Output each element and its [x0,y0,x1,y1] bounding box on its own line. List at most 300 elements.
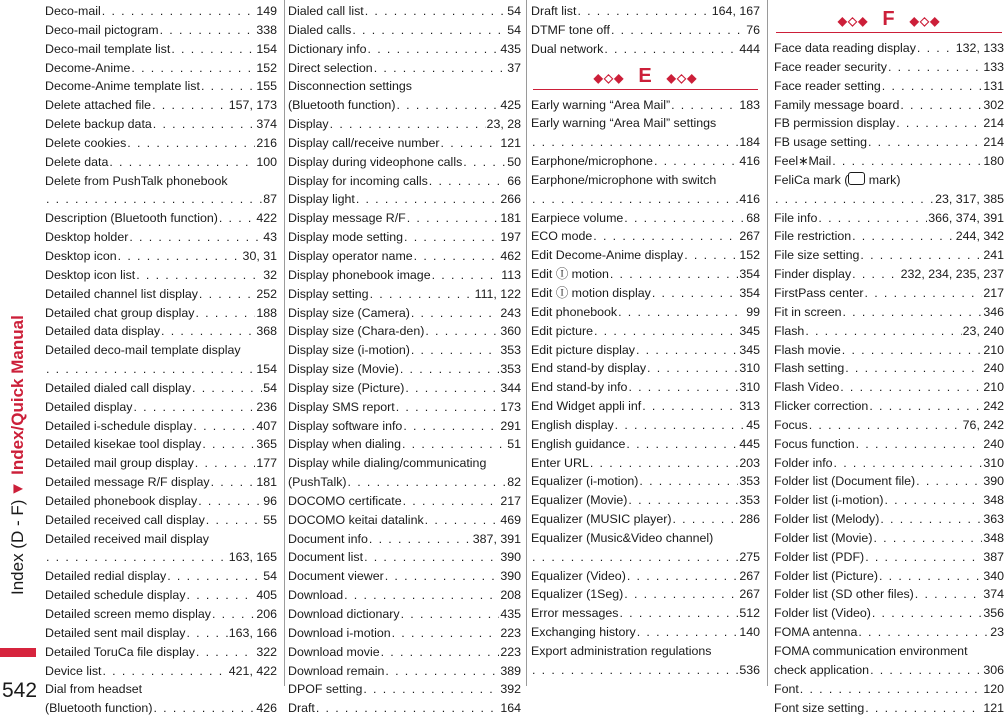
entry-label-text: Dialed calls [288,22,352,37]
entry-label [45,699,152,718]
index-entry [774,454,1004,473]
page-ref: 310 [983,455,1004,470]
page-ref: 267 [739,568,760,583]
entry-label [531,472,638,491]
entry-label-text: Display for incoming calls [288,173,428,188]
entry-label-text: End stand-by display [531,361,647,376]
entry-label [531,209,623,228]
leader-dots [152,96,228,115]
entry-label-text: Folder info [774,455,833,470]
index-entry [45,96,277,115]
page-ref: 232, 234, 235, 237 [900,267,1004,282]
index-entry [774,322,1004,341]
leader-dots [593,227,738,246]
entry-label [288,680,362,699]
leader-dots [915,585,983,604]
index-entry [45,492,277,511]
page-ref: 267 [739,229,760,244]
page-ref: 291 [500,418,521,433]
entry-label-text: Download remain [288,663,385,678]
entry-label-text: Document viewer [288,569,384,584]
page-ref: 407 [256,418,277,433]
page-ref: 425 [500,98,521,113]
section-rule [776,32,1002,33]
index-entry [45,266,277,285]
index-entry [774,604,1004,623]
entry-label [45,228,128,247]
leader-dots [577,2,710,21]
entry-label-text: Draft list [531,4,577,18]
index-entry [531,341,760,360]
entry-label [45,266,135,285]
page-ref: 469 [500,512,521,527]
index-entry [45,209,277,228]
index-entry [45,548,277,567]
leader-dots [171,40,255,59]
leader-dots [870,661,982,680]
entry-label-text: Feel∗Mail [774,154,832,169]
ornament-icon: ◆◇◆ [666,70,698,85]
leader-dots [594,322,738,341]
entry-label-text: Desktop icon list [45,267,136,282]
index-entry [774,77,1004,96]
entry-label-text: File restriction [774,229,852,244]
entry-label [45,2,101,21]
leader-dots [102,662,227,681]
index-entry [288,21,521,40]
page-ref: 348 [983,530,1004,545]
index-entry [774,661,1004,680]
entry-label [774,114,895,133]
page-ref: 302 [983,97,1004,112]
index-entry [288,115,521,134]
entry-label-text: Folder list (Melody) [774,512,880,527]
page-ref: 155 [256,79,277,94]
leader-dots [888,58,982,77]
entry-label-text: FirstPass center [774,285,864,300]
leader-dots [153,699,255,718]
entries-f [774,39,1004,717]
index-entry [531,567,760,586]
page-ref: 340 [983,568,1004,583]
entry-label-text: Equalizer (Movie) [531,493,628,508]
index-entry [774,378,1004,397]
leader-dots [193,417,255,436]
page-ref: 87 [263,192,277,207]
entry-label [288,134,440,153]
entry-label-text: Family message board [774,97,900,112]
page-ref: 390 [500,550,521,565]
leader-dots [845,359,982,378]
entry-label-text: Download [288,588,344,603]
index-entry [288,643,521,662]
entry-label [45,511,205,530]
index-entry [774,303,1004,322]
index-entry [45,680,277,699]
index-entry [531,416,760,435]
entry-label [288,360,399,379]
page-ref: 223 [500,625,521,640]
page-ref: 422 [256,211,277,226]
leader-dots [199,285,255,304]
page-ref: 131 [983,78,1004,93]
leader-dots [809,416,962,435]
entry-label [45,134,126,153]
index-entry [45,586,277,605]
page-ref: 512 [739,606,760,621]
page-ref: 365 [256,437,277,452]
entry-label [774,661,869,680]
entry-label [288,322,424,341]
page-ref: 313 [739,399,760,414]
entry-label [45,96,151,115]
index-entry [774,435,1004,454]
entry-label [288,209,406,228]
leader-dots [187,586,256,605]
entry-label [774,265,851,284]
entry-label-text: Exchanging history [531,625,636,640]
page-ref: 445 [739,436,760,451]
page-ref: 353 [500,362,521,377]
index-entry [45,699,277,718]
entry-label: Early warning “Area Mail” settings [531,116,717,131]
entry-label-text: Download dictionary [288,607,400,621]
entry-label [288,511,424,530]
page-ref: 217 [500,493,521,508]
entry-label [288,548,363,567]
leader-dots [405,379,499,398]
entry-label-text: Detailed chat group display [45,305,195,320]
entry-label-text: Detailed channel list display [45,286,198,301]
index-entry [531,21,760,40]
entry-label-text: Detailed sent mail display [45,625,186,640]
entry-label-text: Document list [288,550,364,565]
index-entry [288,360,521,379]
leader-dots [896,114,982,133]
index-entry [774,190,1004,209]
page-ref: 82 [507,475,521,490]
leader-dots [532,661,738,680]
index-entry [45,59,277,78]
leader-dots [131,59,255,78]
index-entry [45,435,277,454]
page-ref: 243 [500,305,521,320]
entry-label [45,304,194,323]
entry-label-text: Display [288,117,329,132]
entry-label-text: Folder list (SD other files) [774,587,914,602]
page-ref: 188 [256,305,277,320]
leader-dots [160,21,256,40]
entry-label-text: Decome-Anime template list [45,79,200,94]
entry-label [774,39,916,58]
page-ref: 210 [983,380,1004,395]
index-entry [288,322,521,341]
index-entry [531,529,760,548]
page-ref: 181 [500,211,521,226]
entry-label [774,378,839,397]
page-ref: 389 [500,663,521,678]
index-entry [531,265,760,284]
entry-label [774,246,859,265]
leader-dots [532,133,738,152]
entry-label-text: ECO mode [531,229,593,244]
index-entry [288,209,521,228]
index-entry [45,40,277,59]
leader-dots [396,96,499,115]
index-entry [288,2,521,21]
page-ref: 462 [500,248,521,263]
entry-label [288,473,347,492]
leader-dots [590,454,738,473]
leader-dots [842,303,982,322]
entry-label [288,643,380,662]
section-tab-marker [0,648,36,657]
entry-label [774,585,914,604]
index-entry [45,134,277,153]
index-sidebar [0,0,36,704]
entry-label-text: Detailed screen memo display [45,607,211,621]
leader-dots [627,567,738,586]
leader-dots [381,643,500,662]
index-entry [45,643,277,662]
page-ref: 348 [983,493,1004,508]
entry-label [45,473,210,492]
entry-label [45,624,186,643]
entries-d-end [531,2,760,59]
leader-dots [869,397,982,416]
entry-label [774,359,844,378]
entry-label-text: Detailed phonebook display [45,493,198,508]
page-ref: 252 [256,286,277,301]
leader-dots [463,153,506,172]
page-ref: 345 [739,342,760,357]
page-ref: 54 [263,380,277,395]
page-ref: 426 [256,701,277,716]
leader-dots [118,247,242,266]
index-entry [774,265,1004,284]
page-ref: 54 [507,4,521,18]
entry-label [531,416,614,435]
entry-label-text: Edit [531,285,553,300]
page-ref: 132, 133 [955,41,1004,55]
leader-dots [46,360,255,379]
entry-label [288,96,395,115]
section-letter: F [882,8,896,30]
leader-dots [196,643,255,662]
index-entry [531,378,760,397]
entry-label: Display while dialing/communicating [288,456,487,471]
entry-label-text: Display size (Camera) [288,305,410,320]
index-entry [288,190,521,209]
sidebar-triangle-icon: ◂ [8,479,27,500]
page-ref: 23, 28 [486,117,521,132]
leader-dots [624,585,738,604]
entry-label-text: Deco-mail [45,4,101,18]
index-entry [288,586,521,605]
entry-label-text: Display size (Movie) [288,362,399,377]
entry-label-text: Display software info [288,418,403,433]
index-entry [45,153,277,172]
entry-label-text: Display setting [288,286,369,301]
page-ref: 152 [739,248,760,263]
leader-dots [618,303,745,322]
entry-label [45,209,218,228]
entry-label [288,304,410,323]
entry-label-text: Display operator name [288,248,413,263]
page-ref: 45 [746,417,760,432]
entry-label [531,567,626,586]
page-ref: 157, 173 [228,98,277,113]
index-entry [45,454,277,473]
index-entry [531,284,760,303]
entry-label-text: Detailed ToruCa file display [45,644,195,659]
entry-label-text: check application [774,662,870,677]
index-entry [288,530,521,549]
index-entry [288,548,521,567]
page-ref: 356 [983,606,1004,621]
index-entry [774,246,1004,265]
page-ref: 374 [256,117,277,132]
entry-label [774,454,833,473]
page-ref: 180 [983,154,1004,169]
entry-label [45,492,197,511]
leader-dots [532,548,738,567]
index-entry [288,59,521,78]
entry-label-text: Edit [531,267,553,282]
leader-dots [400,360,499,379]
entry-label-text: Deco-mail template list [45,41,171,56]
entry-label [45,115,152,134]
index-entry [288,454,521,473]
page-ref: 177 [256,456,277,471]
index-entry [288,417,521,436]
entry-label [774,604,871,623]
entry-label: Equalizer (Music&Video channel) [531,530,714,545]
entry-label-text: Display message R/F [288,211,406,226]
entry-label-text: Equalizer (i-motion) [531,474,639,489]
entry-label [531,397,641,416]
entry-label-text: motion display [571,285,651,300]
page-ref: 68 [746,210,760,225]
entry-label [288,59,373,78]
index-entry [45,662,277,681]
entry-label [531,435,625,454]
page-ref: 23, 317, 385 [935,191,1004,206]
index-entry [531,661,760,680]
leader-dots [425,511,500,530]
entry-label [288,530,368,549]
entry-label [45,21,159,40]
index-entry [288,567,521,586]
leader-dots [805,322,961,341]
leader-dots [628,378,738,397]
page-ref: 344 [500,380,521,395]
leader-dots [884,491,982,510]
entry-label: Detailed received mail display [45,531,209,546]
index-entry [531,171,760,190]
entry-label-text: Delete data [45,154,109,169]
entry-label-text: Download movie [288,644,380,659]
entry-label-text: Device list [45,663,102,678]
index-entry [531,96,760,115]
entry-label [288,247,413,266]
page-ref: 30, 31 [242,248,277,263]
index-entry [774,699,1004,718]
entry-label [774,58,887,77]
entry-label [531,359,646,378]
entry-label [288,586,343,605]
entry-label [531,152,653,171]
sidebar-section-title: Index/Quick Manual [8,315,27,475]
entry-label [45,567,166,586]
entry-label [531,585,623,604]
index-entry [288,172,521,191]
page-ref: 242 [983,399,1004,414]
entry-label-text: English guidance [531,436,626,451]
index-entry [531,604,760,623]
entry-label-text: Display light [288,192,355,207]
entry-label [774,529,872,548]
page-ref: 23 [990,625,1004,640]
index-entry [531,190,760,209]
page-ref: 368 [256,324,277,339]
page-ref: 76 [746,22,760,37]
index-entry [288,624,521,643]
entry-label [531,604,618,623]
page-ref: 223 [500,644,521,659]
leader-dots [46,548,228,567]
page-ref: 374 [983,587,1004,602]
index-entry [45,398,277,417]
entry-label-text: Finder display [774,267,852,282]
index-entry [774,284,1004,303]
entry-label [774,284,864,303]
entry-label-text: DOCOMO keitai datalink [288,512,424,527]
page-ref: 267 [739,587,760,602]
entry-label-text: Equalizer (Video) [531,568,626,583]
index-column-1 [45,2,277,716]
index-entry [531,548,760,567]
entry-label [774,397,868,416]
index-entry [288,473,521,492]
page-ref: 310 [739,380,760,395]
leader-dots [818,209,927,228]
index-entry [531,454,760,473]
entry-label: Earphone/microphone with switch [531,172,717,187]
entry-label [288,435,401,454]
index-entry [288,398,521,417]
index-entry [774,529,1004,548]
leader-dots [834,454,983,473]
entry-label-text: Detailed redial display [45,569,167,584]
entry-label [45,322,160,341]
entry-label: Dial from headset [45,682,143,697]
leader-dots [441,134,500,153]
entry-label-text: Folder list (Document file) [774,474,916,489]
entry-label-text: Detailed dialed call display [45,380,192,395]
leader-dots [411,304,499,323]
entry-label [288,492,402,511]
index-column-2 [288,2,521,716]
page-ref: 322 [256,644,277,659]
entry-label [45,643,195,662]
page-ref: 164 [500,701,521,716]
section-heading-f [774,2,1004,39]
entry-label-text: Draft [288,701,315,716]
entry-label [531,510,671,529]
leader-dots [201,77,255,96]
index-entry [288,699,521,718]
